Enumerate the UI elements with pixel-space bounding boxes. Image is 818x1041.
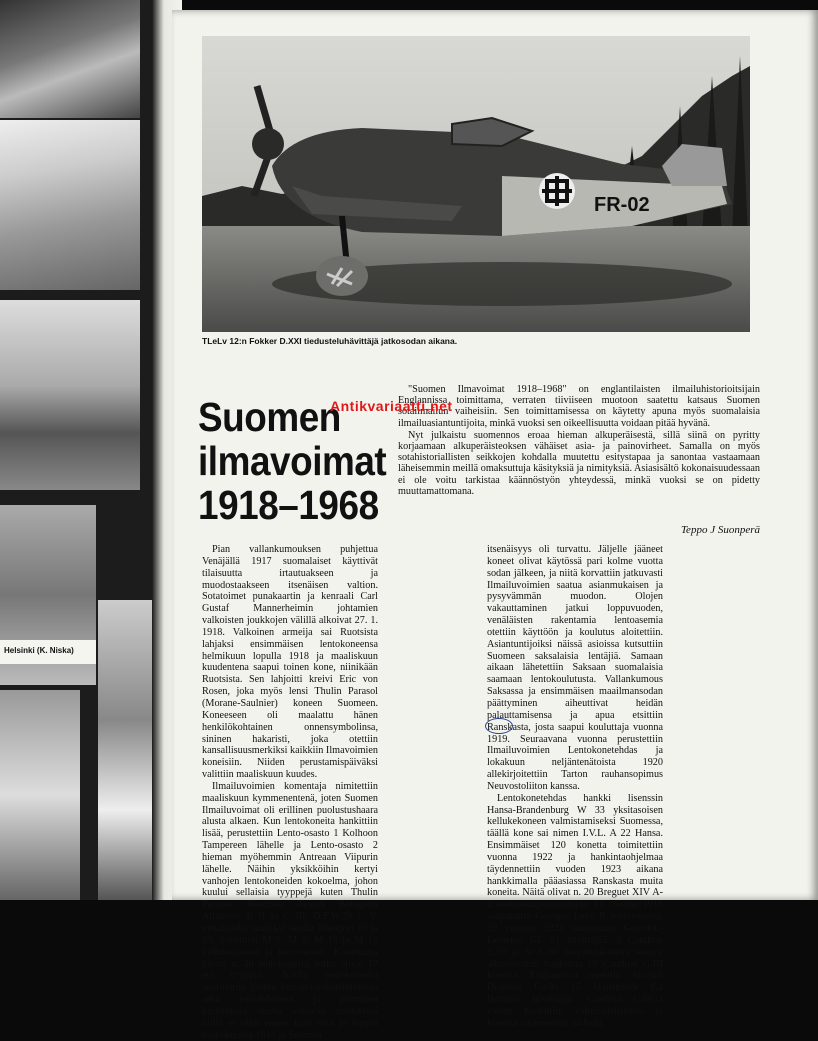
left-photo-caption: Helsinki (K. Niska): [0, 640, 96, 664]
aircraft-code: FR-02: [594, 194, 650, 216]
watermark: Antikvariaatti.net: [330, 398, 453, 414]
left-photo-1: [0, 0, 140, 118]
intro-paragraph-2: Nyt julkaistu suomennos eroaa hieman alkuperäisestä, sillä siinä on pyritty korjaamaan alkuperäisteoksen vähäiset asia- ja painovirheet. Samalla on myös sotahistoriallisten seikkojen kohdalla muutettu esitystapaa ja sanontaa vastaamaan läheisemmin meillä omaksuttuja käsityksiä ja nimityksiä. Asiasisältö kokonaisuudessaan ei ole voitu tarkistaa käännöstyön yhteydessä, minkä vuoksi se on pidetty muuttamattomana.: [398, 429, 760, 497]
intro-paragraph-1: "Suomen Ilmavoimat 1918–1968" on englantilaisten ilmailuhistorioitsijain Englannissa toimittama, verraten tiiviiseen muotoon saatettu katsaus Suomen sotailmailun vaiheisiin. Sen toimittamisessa on käytetty apuna myös suomalaisia ilmailuasiantuntijoita, minkä vuoksi sen oikeellisuutta voidaan pitää hyvänä.: [398, 384, 760, 429]
article-headline: [198, 395, 387, 527]
column-2-paragraph-1: itsenäisyys oli turvattu. Jäljelle jääneet koneet olivat käytössä pari kolme vuotta sodan jälkeen, ja niitä korvattiin jatkuvasti Ilmailuvoimien saatua asianmukaisen ja pysyvämmän muodon. Olojen vakauttaminen jatkui loppuvuoden, venäläisten rakentamia lentoasemia otettiin käyttöön ja koulutus aloitettiin. Asiantuntijoiksi näissä asioissa kutsuttiin Suomeen saksalaisia lentäjiä. Samaan aikaan lähetettiin Saksaan suomalaisia saamaan lentokoulutusta. Vallankumous Saksassa ja ensimmäisen maailmansodan päättyminen aiheuttivat heidän palauttamisensa ja apua etsittiin Ranskasta, josta saapui kouluttaja vuonna 1919. Seuraavana vuonna perustettiin Ilmailuvoimien Lentokonetehdas ja lokakuun neljäntenätoista 1920 allekirjoitettiin Tarton rauhansopimus Neuvostoliiton kanssa.: [487, 544, 663, 792]
left-page: [0, 0, 168, 900]
left-photo-3: [0, 300, 140, 490]
photo-caption: TLeLv 12:n Fokker D.XXI tiedusteluhävittäjä jatkosodan aikana.: [202, 336, 458, 346]
headline-line-3: 1918–1968: [198, 482, 379, 528]
article-column-1: [202, 544, 378, 1041]
handwritten-circle-mark: [485, 718, 513, 734]
left-photo-2: [0, 120, 140, 290]
column-1-paragraph-1: Pian vallankumouksen puhjettua Venäjällä 1917 suomalaiset käyttivät tilaisuutta irtautuakseen ja muodostaakseen itsenäisen valtion. Sotatoimet punakaartin ja kenraali Carl Gustaf Mannerheimin johtamien valkoisten joukkojen välillä alkoivat 27. 1. 1918. Valkoinen armeija sai Ruotsista lahjaksi ensimmäisen lentokoneensa helmikuun lopulla 1918 ja maaliskuun kuudentena saapui toinen kone, niinikään Ruotsista. Sen lahjoitti kreivi Eric von Rosen, joka myös lensi Thulin Parasol (Morane-Saulnier) koneen Suomeen. Koneeseen oli maalattu hänen henkilökohtainen onnensymbolinsa, sininen hakaristi, joka otettiin kansallisuusmerkiksi kaikkiin Ilmavoimien koneisiin. Niiden perustamispäiväksi valittiin maaliskuun kuudes.: [202, 544, 378, 781]
headline-line-1: Suomen: [198, 394, 341, 440]
author-signature: Teppo J Suonperä: [680, 524, 760, 536]
article-column-2: [487, 544, 663, 1030]
left-photo-5: [0, 690, 80, 900]
aircraft-photo: [202, 36, 750, 332]
column-1-paragraph-2: Ilmailuvoimien komentaja nimitettiin maaliskuun kymmenentenä, joten Suomen Ilmailuvoimat oli erillinen puolustushaara alusta alkaen. Kun lentokoneita hankittiin lisää, perustettiin Lento-osasto 1 Kolhoon Tampereen lähelle ja Lento-osasto 2 hieman myöhemmin Antreaan Viipurin lähelle. Näihin yksikköihin kertyi vanhojen lentokoneiden kokoelma, johon kuului sellaisia tyyppejä kuten Thulin Parasol, Nordiska Aviatik Bolagetin Albatross B II ja C III, D.F.W.29 C V, venäläisiltä saaliiksi saadut Nieuport 10 ja 23, Schetinin M 5, M 9, M 15 ja M 16 kellukekoneet ja lentoveneet. Konekanta käsitti n. 40 lentokonetta, jotka olivat 17 eri tyyppiä. Näillä lentokoneilla suoritettiin jonkin verran tiedustelulentoja sekä lentolehtisten ja pommien pudotuksia, mutta vakavaa merkitystä niillä ei ollut ennen kuin sota jo loppui toukokuussa 1918 ja Suomen: [202, 780, 378, 1041]
right-page: [172, 10, 818, 1041]
column-2-paragraph-2: Lentokonetehdas hankki lisenssin Hansa-Brandenburg W 33 yksitasoisen kellukekoneen valmistamiseksi Suomessa, täällä kone sai nimen I.V.L. A 22 Hansa. Ensimmäiset 120 konetta toimitettiin vuonna 1922 ja hankintaohjelmaa täydennettiin vuoden 1923 aikana hankkimalla pääasiassa Ranskasta muita koneita. Näitä olivat n. 20 Breguet XIV A-2 tiedustelupommittajaa, 11 vuonna 1919 saapunutta Georges Levy R lentovenettä, 19 vuonna 1923 saapunutta Gourdou-Lesseure GL 21 hävittäjää. 3 Caudron C.59 ja 30 C.60 harjoituskonetta seurasi aikaisemmin hankittua 19 Caudron G.III konetta. Englannista ostettiin Aircraft Disposal Co:lta 15 Martinsyde F.4 Buzzard hävittäjää. Caudron C.60:ta varten hankittiin valmistuslisenssi ja koneita rakennettiin 34 lisää.: [487, 792, 663, 1029]
headline-line-2: ilmavoimat: [198, 438, 387, 484]
